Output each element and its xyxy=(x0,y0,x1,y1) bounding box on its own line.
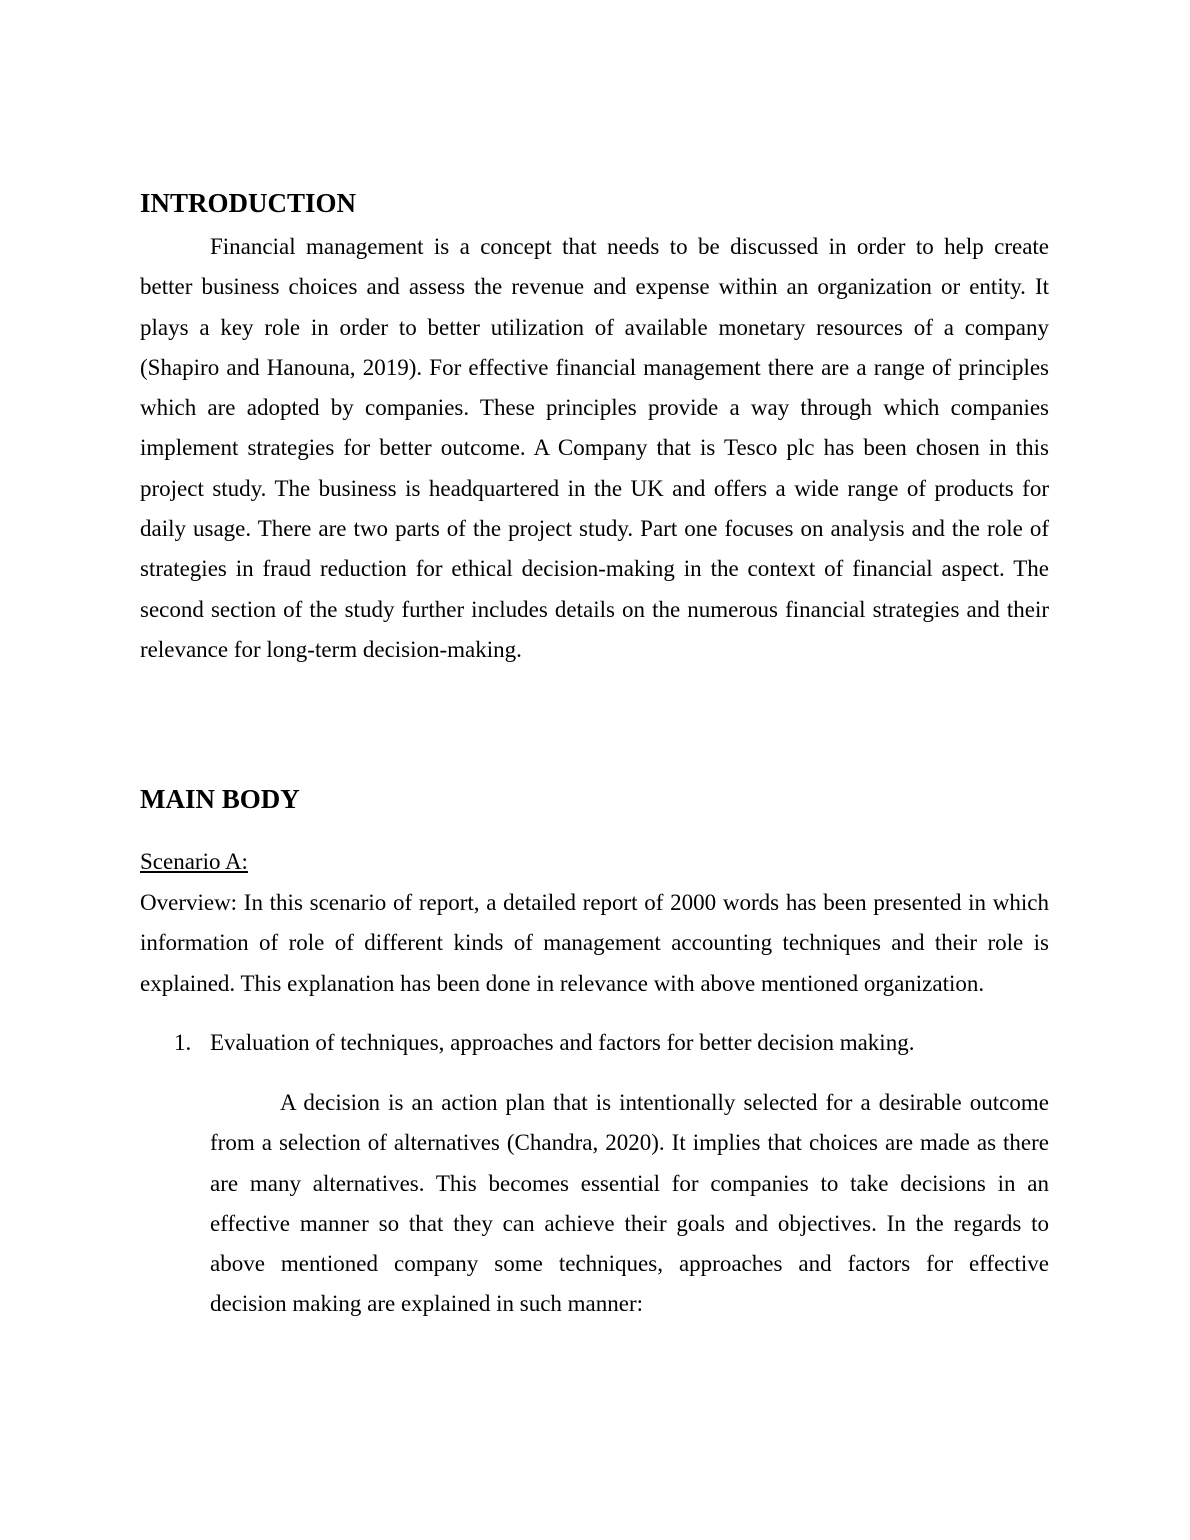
text-line: Overview: In this scenario of report, a detailed report of 2000 words has been presented in which xyxy=(140,890,1049,915)
introduction-heading: INTRODUCTION xyxy=(140,188,357,218)
text-line: project study. The business is headquartered in the UK and offers a wide range of products for xyxy=(140,475,1049,501)
main-body-heading: MAIN BODY xyxy=(140,784,300,814)
text-line: strategies in fraud reduction for ethical decision-making in the context of financial aspect. The xyxy=(140,556,1049,582)
text-line: which are adopted by companies. These principles provide a way through which companies xyxy=(140,395,1049,421)
text-line: (Shapiro and Hanouna, 2019). For effective financial management there are a range of principles xyxy=(140,354,1049,380)
text-line: decision making are explained in such manner: xyxy=(210,1291,644,1317)
list-number: 1. xyxy=(174,1030,192,1055)
text-line: from a selection of alternatives (Chandra, 2020). It implies that choices are made as there xyxy=(210,1130,1049,1156)
text-line: are many alternatives. This becomes essential for companies to take decisions in an xyxy=(210,1170,1049,1196)
list-item-text: Evaluation of techniques, approaches and factors for better decision making. xyxy=(210,1030,915,1055)
text-line: better business choices and assess the revenue and expense within an organization or entity. It xyxy=(140,274,1049,300)
overview-paragraph xyxy=(140,883,1049,1004)
decision-paragraph xyxy=(210,1083,1049,1325)
text-line: explained. This explanation has been done in relevance with above mentioned organization. xyxy=(140,970,985,996)
text-line: daily usage. There are two parts of the project study. Part one focuses on analysis and the role of xyxy=(140,516,1049,542)
text-line: second section of the study further includes details on the numerous financial strategies and their xyxy=(140,596,1049,622)
scenario-title: Scenario A: xyxy=(140,849,248,874)
text-line: implement strategies for better outcome. A Company that is Tesco plc has been chosen in this xyxy=(140,435,1049,461)
text-line: above mentioned company some techniques, approaches and factors for effective xyxy=(210,1251,1049,1277)
text-line: relevance for long-term decision-making. xyxy=(140,636,522,662)
text-line: information of role of different kinds of management accounting techniques and their role is xyxy=(140,930,1049,956)
introduction-paragraph xyxy=(140,227,1049,670)
text-line: effective manner so that they can achieve their goals and objectives. In the regards to xyxy=(210,1210,1049,1236)
text-line: Financial management is a concept that needs to be discussed in order to help create xyxy=(210,234,1049,259)
text-line: A decision is an action plan that is intentionally selected for a desirable outcome xyxy=(280,1090,1049,1115)
text-line: plays a key role in order to better utilization of available monetary resources of a company xyxy=(140,314,1049,340)
